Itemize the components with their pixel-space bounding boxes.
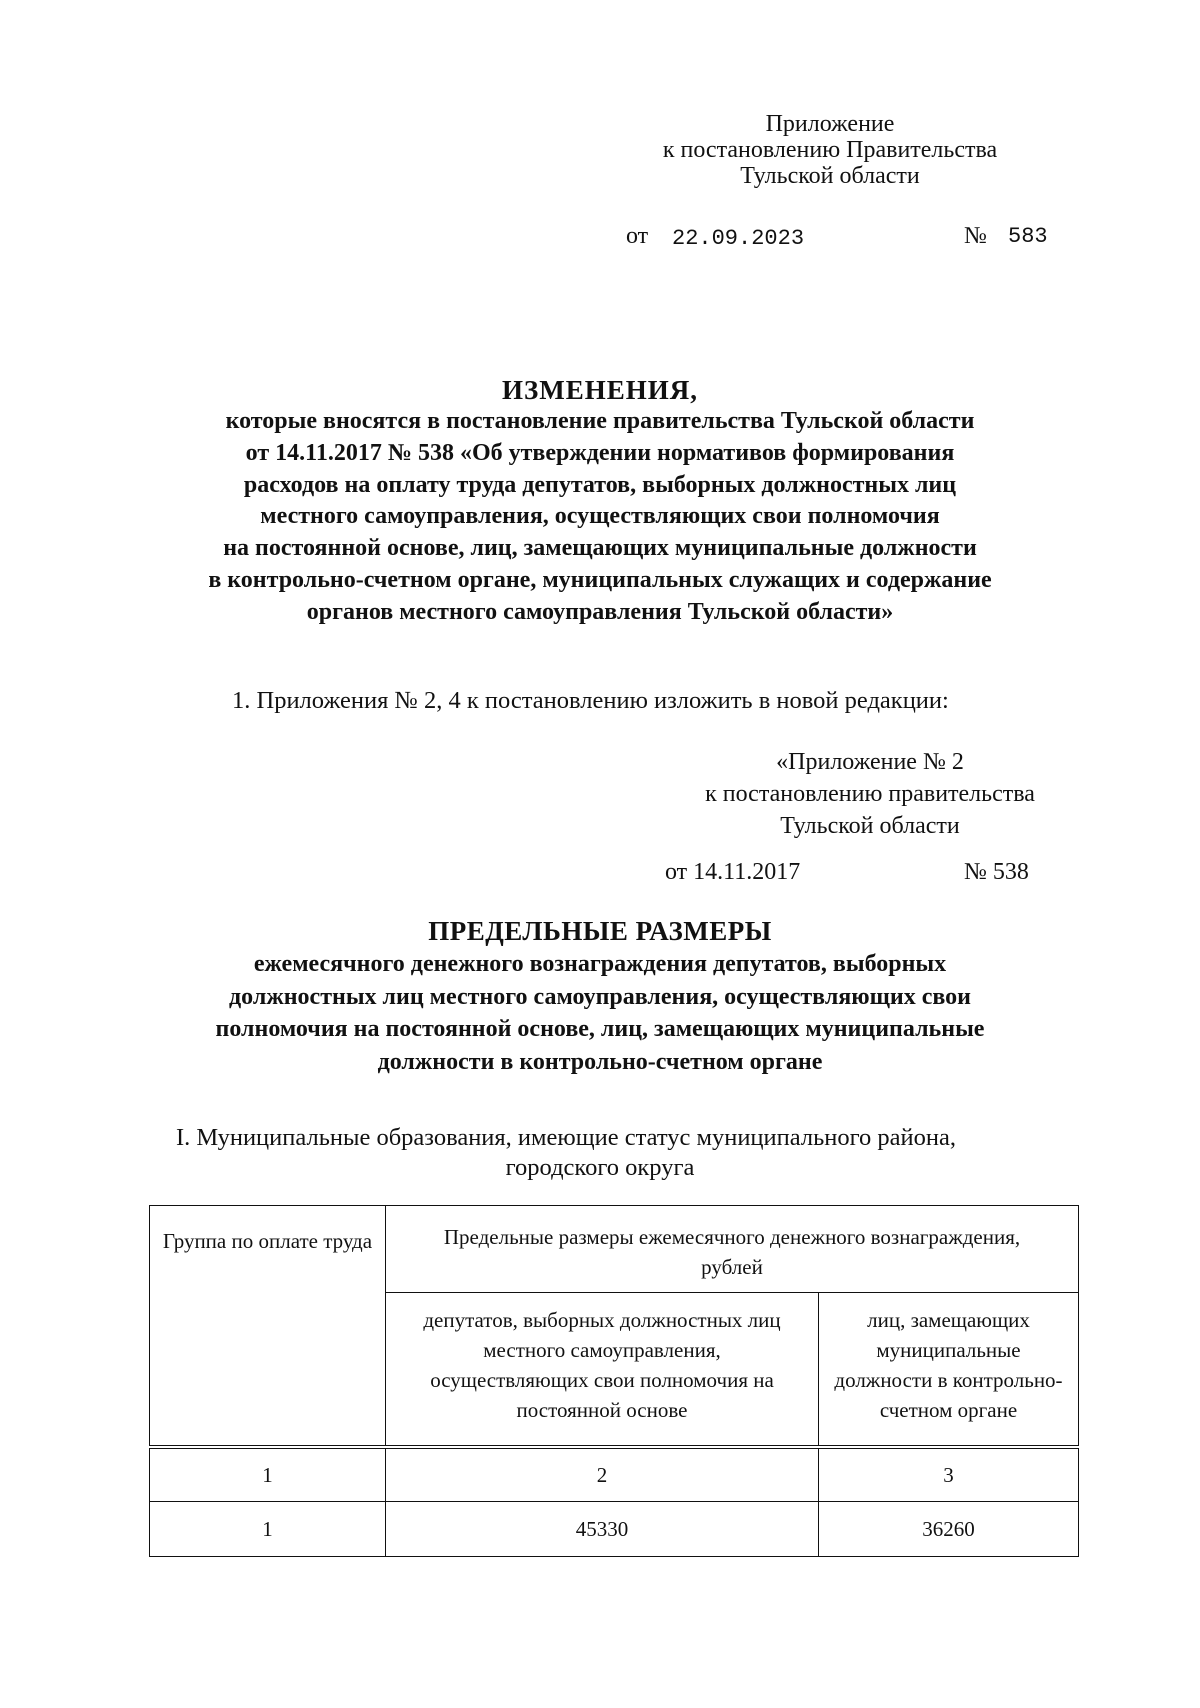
col-limits-group-header: Предельные размеры ежемесячного денежного вознаграждения, рублей <box>386 1206 1079 1293</box>
col-deputies-header: депутатов, выборных должностных лиц местного самоуправления, осуществляющих свои полномочия на постоянной основе <box>386 1293 819 1448</box>
changes-title-line: органов местного самоуправления Тульской области» <box>306 598 894 625</box>
changes-title-line: на постоянной основе, лиц, замещающих муниципальные должности <box>223 535 977 562</box>
changes-heading: ИЗМЕНЕНИЯ, <box>501 375 698 405</box>
col-control-body-header: лиц, замещающих муниципальные должности в контрольно-счетном органе <box>819 1293 1079 1448</box>
limits-title-line: должностных лиц местного самоуправления, осуществляющих свои <box>229 983 971 1010</box>
appendix-2-line: «Приложение № 2 <box>776 749 964 775</box>
date-prefix: от <box>626 223 649 249</box>
table-cell: 1 <box>150 1502 386 1557</box>
section-1-line-2: городского округа <box>505 1154 695 1181</box>
appendix-2-line: к постановлению правительства <box>705 781 1035 807</box>
changes-title-line: местного самоуправления, осуществляющих свои полномочия <box>260 503 940 530</box>
table-cell: 3 <box>819 1447 1079 1502</box>
appendix-2-date: от 14.11.2017 <box>665 859 801 885</box>
limits-heading: ПРЕДЕЛЬНЫЕ РАЗМЕРЫ <box>428 916 772 946</box>
limits-title-line: должности в контрольно-счетном органе <box>377 1048 823 1075</box>
table-header-row <box>150 1206 1079 1293</box>
table-row <box>150 1502 1079 1557</box>
table-numbering-row <box>150 1447 1079 1502</box>
appendix-2-line: Тульской области <box>780 813 960 839</box>
appendix-header-line: к постановлению Правительства <box>662 137 998 163</box>
changes-title-line: от 14.11.2017 № 538 «Об утверждении нормативов формирования <box>245 439 955 466</box>
changes-title-line: которые вносятся в постановление правительства Тульской области <box>225 408 975 434</box>
limits-table <box>149 1205 1079 1557</box>
point-1-text: 1. Приложения № 2, 4 к постановлению изложить в новой редакции: <box>232 687 949 714</box>
table-cell: 36260 <box>819 1502 1079 1557</box>
resolution-number: 583 <box>1008 224 1048 249</box>
section-1-line-1: I. Муниципальные образования, имеющие статус муниципального района, <box>176 1124 957 1151</box>
limits-title-line: ежемесячного денежного вознаграждения депутатов, выборных <box>253 951 947 977</box>
changes-title-line: в контрольно-счетном органе, муниципальных служащих и содержание <box>208 566 992 593</box>
changes-title-line: расходов на оплату труда депутатов, выборных должностных лиц <box>243 471 957 498</box>
appendix-header-line: Приложение <box>765 111 895 137</box>
appendix-2-number: № 538 <box>964 859 1029 885</box>
col-group-header: Группа по оплате труда <box>150 1206 386 1448</box>
resolution-date: 22.09.2023 <box>672 226 805 251</box>
table-cell: 2 <box>386 1447 819 1502</box>
number-prefix: № <box>964 223 987 249</box>
table-cell: 45330 <box>386 1502 819 1557</box>
table-cell: 1 <box>150 1447 386 1502</box>
appendix-header-line: Тульской области <box>740 163 920 189</box>
changes-title <box>140 373 1060 629</box>
limits-title-line: полномочия на постоянной основе, лиц, замещающих муниципальные <box>215 1016 985 1042</box>
limits-title <box>140 914 1060 1078</box>
